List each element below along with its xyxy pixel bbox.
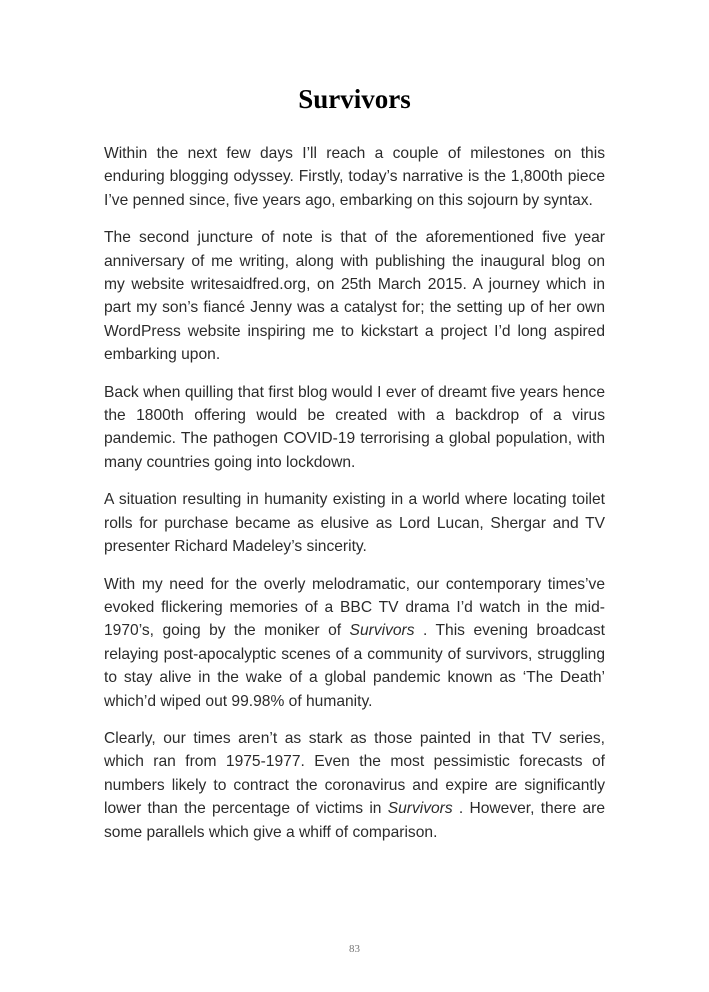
body-text [104,142,605,858]
paragraph-5-series-title: Survivors [349,622,415,640]
paragraph-5-start: With my need for the overly melodramatic, our contemporary times’ve evoked flickering memories of a BBC TV drama I’d watch in the mid-1970’s, going by the moniker of [104,575,605,640]
paragraph-2: The second juncture of note is that of the aforementioned five year anniversary of me writing, along with publishing the inaugural blog on my website writesaidfred.org, on 25th March 2015. A journey which in part my son’s fiancé Jenny was a catalyst for; the setting up of her own WordPress website inspiring me to kickstart a project I’d long aspired embarking upon. [104,229,605,364]
paragraph-5-end: . This evening broadcast relaying post-apocalyptic scenes of a community of survivors, struggling to stay alive in the wake of a global pandemic known as ‘The Death’ which’d wiped out 99.98% of humanity. [104,622,606,710]
paragraph-5 [104,573,605,713]
paragraph-4: A situation resulting in humanity existing in a world where locating toilet rolls for purchase became as elusive as Lord Lucan, Shergar and TV presenter Richard Madeley’s sincerity. [104,491,605,556]
paragraph-6-start: Clearly, our times aren’t as stark as those painted in that TV series, which ran from 1975-1977. Even the most pessimistic forecasts of numbers likely to contract the coronavirus and expire are significantly lower than the percentage of victims in [104,729,605,818]
paragraph-6 [104,727,605,844]
page-title: Survivors [298,84,411,114]
paragraph-6-end: . However, there are some parallels which give a whiff of comparison. [104,800,606,841]
paragraph-6-series-title: Survivors [387,800,453,818]
paragraph-3: Back when quilling that first blog would I ever of dreamt five years hence the 1800th offering would be created with a backdrop of a virus pandemic. The pathogen COVID-19 terrorising a global population, with many countries going into lockdown. [104,383,605,471]
paragraph-1: Within the next few days I’ll reach a couple of milestones on this enduring blogging odyssey. Firstly, today’s narrative is the 1,800th piece I’ve penned since, five years ago, embarking on this sojourn by syntax. [104,145,605,209]
page-number: 83 [349,943,360,955]
